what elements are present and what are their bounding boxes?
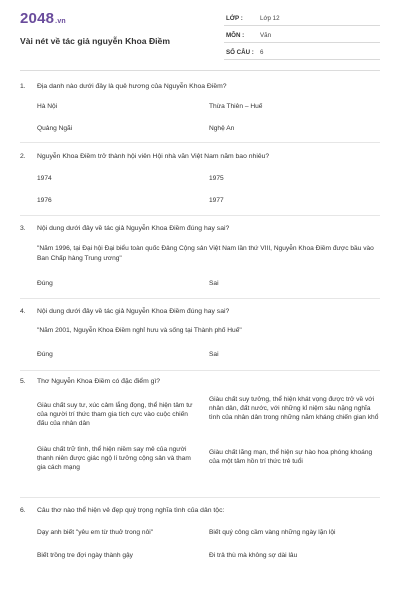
question-text: Địa danh nào dưới đây là quê hương của Nguyễn Khoa Điềm?: [37, 83, 227, 90]
question-6: [20, 506, 380, 559]
meta-row-question-count: [224, 46, 380, 60]
answer-option[interactable]: Sai: [209, 280, 219, 287]
answer-option[interactable]: 1976: [37, 197, 52, 204]
question-divider: [20, 298, 380, 299]
question-text: Câu thơ nào thể hiện vẻ đẹp quý trọng nghĩa tình của dân tộc:: [37, 507, 225, 514]
question-text: Thơ Nguyễn Khoa Điềm có đặc điểm gì?: [37, 378, 161, 385]
question-header: [20, 224, 380, 233]
meta-info: [224, 12, 380, 60]
answer-option[interactable]: Đi trả thù mà không sợ dài lâu: [209, 552, 298, 559]
meta-row-class: [224, 12, 380, 26]
question-number: 1.: [20, 83, 26, 90]
question-divider: [20, 497, 380, 498]
answer-option[interactable]: Thừa Thiên – Huế: [209, 103, 263, 110]
answer-option[interactable]: 1975: [209, 175, 224, 182]
meta-value: 6: [260, 49, 264, 56]
meta-label: SỐ CÂU :: [226, 49, 254, 56]
question-header: [20, 506, 380, 515]
question-header: [20, 377, 380, 386]
answer-option[interactable]: Giàu chất trữ tình, thể hiện niềm say mê của người thanh niên được giác ngộ lí tưởng cộng sản và tham gia cách mạng: [37, 446, 191, 471]
question-number: 2.: [20, 153, 26, 160]
question-number: 6.: [20, 507, 26, 514]
meta-value: Lớp 12: [260, 15, 280, 22]
question-divider: [20, 142, 380, 143]
question-text: Nội dung dưới đây về tác giả Nguyễn Khoa Điềm đúng hay sai?: [37, 308, 230, 315]
answer-option[interactable]: Giàu chất lãng mạn, thể hiện sự hào hoa phóng khoáng của một tâm hồn trí thức trẻ tuổi: [209, 449, 373, 465]
answer-option[interactable]: Quảng Ngãi: [37, 125, 73, 132]
question-header: [20, 307, 380, 316]
question-4: [20, 307, 380, 358]
answer-option[interactable]: Biết quý công cầm vàng những ngày lặn lội: [209, 529, 336, 536]
question-1: [20, 82, 380, 132]
question-5: [20, 377, 380, 471]
meta-value: Văn: [260, 32, 272, 39]
question-number: 3.: [20, 225, 26, 232]
logo-domain: .vn: [55, 18, 66, 25]
header: [0, 0, 400, 66]
answer-option[interactable]: Đúng: [37, 280, 53, 287]
answer-option[interactable]: Đúng: [37, 351, 53, 358]
answer-option[interactable]: Giàu chất suy tư, xúc cảm lắng đọng, thể hiện tâm tư của người trí thức tham gia tích cực vào cuộc chiến đấu của nhân dân: [37, 402, 193, 427]
answer-option[interactable]: Nghệ An: [209, 125, 235, 132]
header-divider: [20, 70, 380, 71]
question-number: 5.: [20, 378, 26, 385]
question-3: [20, 224, 380, 287]
meta-label: MÔN :: [226, 32, 245, 39]
question-divider: [20, 215, 380, 216]
answer-option[interactable]: 1977: [209, 197, 224, 204]
answer-option[interactable]: 1974: [37, 175, 52, 182]
answer-option[interactable]: Biết trồng tre đợi ngày thành gậy: [37, 552, 133, 559]
page-title: Vài nét về tác giả nguyễn Khoa Điềm: [20, 36, 170, 46]
answer-option[interactable]: Sai: [209, 351, 219, 358]
answer-option[interactable]: Giàu chất suy tưởng, thể hiện khát vọng được trở về với nhân dân, đất nước, với những kỉ niệm sâu nặng nghĩa tình của nhân dân trong những năm kháng chiến gian khổ: [209, 396, 379, 421]
meta-label: LỚP :: [226, 15, 243, 22]
question-quote: "Năm 2001, Nguyễn Khoa Điềm nghỉ hưu và sống tại Thành phố Huế": [37, 327, 242, 334]
question-header: [20, 82, 380, 91]
question-divider: [20, 370, 380, 371]
meta-row-subject: [224, 29, 380, 43]
logo-text: 2048: [20, 10, 55, 27]
question-text: Nguyễn Khoa Điềm trở thành hội viên Hội nhà văn Việt Nam năm bao nhiêu?: [37, 153, 270, 160]
answer-option[interactable]: Dạy anh biết "yêu em từ thuở trong nôi": [37, 529, 154, 536]
question-header: [20, 152, 380, 161]
question-text: Nội dung dưới đây về tác giả Nguyễn Khoa Điềm đúng hay sai?: [37, 225, 230, 232]
question-number: 4.: [20, 308, 26, 315]
question-quote: "Năm 1996, tại Đại hội Đại biểu toàn quốc Đảng Cộng sản Việt Nam lần thứ VIII, Nguyễn Khoa Điềm được bầu vào Ban Chấp hàng Trung ương": [37, 245, 374, 262]
answer-option[interactable]: Hà Nội: [37, 103, 58, 110]
site-logo[interactable]: [20, 10, 66, 27]
question-2: [20, 152, 380, 204]
